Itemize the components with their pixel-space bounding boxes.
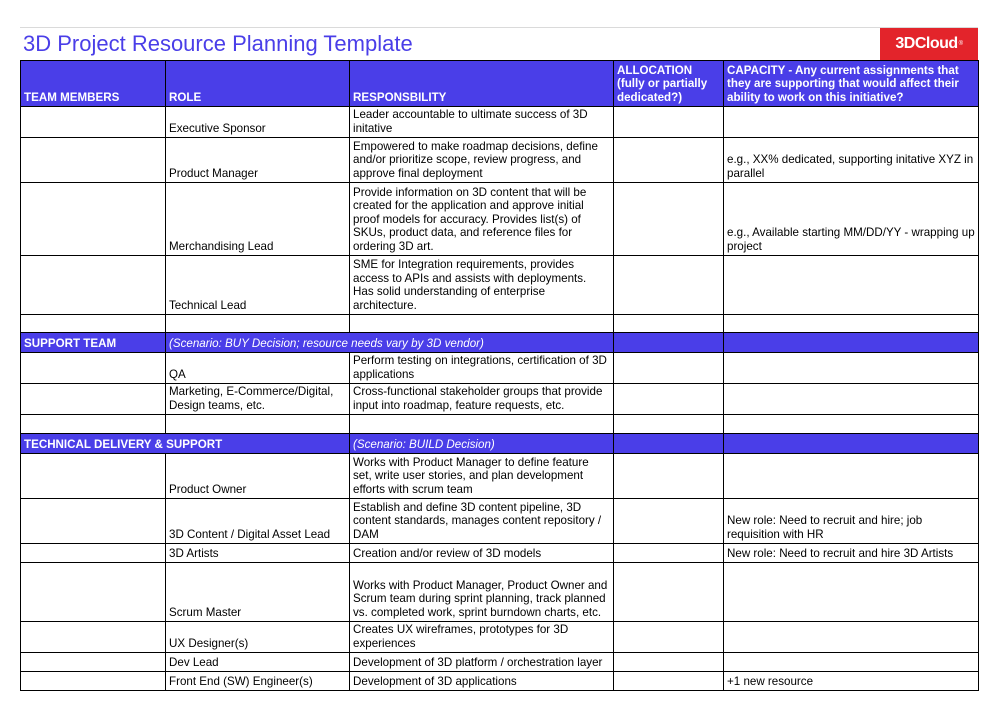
member-cell[interactable] [21, 499, 166, 544]
member-cell[interactable] [21, 544, 166, 563]
capacity-cell [724, 454, 979, 499]
responsibility-cell: Works with Product Manager to define feature set, write user stories, and plan development efforts with scrum team [350, 454, 614, 499]
member-cell[interactable] [21, 138, 166, 183]
allocation-cell[interactable] [614, 454, 724, 499]
capacity-cell: e.g., XX% dedicated, supporting initative XYZ in parallel [724, 138, 979, 183]
role-cell: Merchandising Lead [166, 183, 350, 256]
capacity-cell [724, 107, 979, 138]
resource-table [20, 60, 979, 691]
member-cell[interactable] [21, 256, 166, 315]
table-row [21, 499, 979, 544]
role-cell: Marketing, E-Commerce/Digital, Design teams, etc. [166, 384, 350, 415]
table-row [21, 653, 979, 672]
responsibility-cell: SME for Integration requirements, provides access to APIs and assists with deployments. Has solid understanding of enterprise architecture. [350, 256, 614, 315]
responsibility-cell: Development of 3D applications [350, 672, 614, 691]
member-cell[interactable] [21, 454, 166, 499]
section-row-technical [21, 434, 979, 454]
allocation-cell[interactable] [614, 622, 724, 653]
member-cell[interactable] [21, 353, 166, 384]
header-responsibility: RESPONSBILITY [350, 61, 614, 107]
allocation-cell[interactable] [614, 256, 724, 315]
responsibility-cell: Empowered to make roadmap decisions, define and/or prioritize scope, review progress, and approve final deployment [350, 138, 614, 183]
table-row [21, 138, 979, 183]
role-cell: UX Designer(s) [166, 622, 350, 653]
responsibility-cell: Leader accountable to ultimate success of 3D initative [350, 107, 614, 138]
sheet [20, 27, 978, 691]
capacity-cell: e.g., Available starting MM/DD/YY - wrapping up project [724, 183, 979, 256]
responsibility-cell: Creates UX wireframes, prototypes for 3D experiences [350, 622, 614, 653]
allocation-cell[interactable] [614, 183, 724, 256]
page-title: 3D Project Resource Planning Template [23, 31, 413, 56]
responsibility-cell: Cross-functional stakeholder groups that provide input into roadmap, feature requests, etc. [350, 384, 614, 415]
allocation-cell[interactable] [614, 138, 724, 183]
title-bar [20, 27, 978, 60]
allocation-cell[interactable] [614, 544, 724, 563]
capacity-cell: +1 new resource [724, 672, 979, 691]
table-row [21, 622, 979, 653]
member-cell[interactable] [21, 384, 166, 415]
capacity-cell [724, 622, 979, 653]
section-label: TECHNICAL DELIVERY & SUPPORT [21, 434, 350, 454]
allocation-cell[interactable] [614, 107, 724, 138]
role-cell: Dev Lead [166, 653, 350, 672]
table-row [21, 256, 979, 315]
table-row [21, 544, 979, 563]
responsibility-cell: Perform testing on integrations, certification of 3D applications [350, 353, 614, 384]
header-capacity: CAPACITY - Any current assignments that they are supporting that would affect their ability to work on this initiative? [724, 61, 979, 107]
role-cell: Product Owner [166, 454, 350, 499]
table-row [21, 353, 979, 384]
logo-mark: ® [958, 41, 963, 47]
role-cell: 3D Content / Digital Asset Lead [166, 499, 350, 544]
table-row [21, 454, 979, 499]
logo-text: 3DCloud [895, 35, 958, 52]
spacer-row [21, 415, 979, 434]
role-cell: 3D Artists [166, 544, 350, 563]
allocation-cell[interactable] [614, 353, 724, 384]
section-row-support [21, 333, 979, 353]
member-cell[interactable] [21, 672, 166, 691]
responsibility-cell: Works with Product Manager, Product Owner and Scrum team during sprint planning, track planned vs. completed work, sprint burndown charts, etc. [350, 563, 614, 622]
member-cell[interactable] [21, 653, 166, 672]
role-cell: Front End (SW) Engineer(s) [166, 672, 350, 691]
responsibility-cell: Creation and/or review of 3D models [350, 544, 614, 563]
role-cell: Product Manager [166, 138, 350, 183]
brand-logo [880, 28, 978, 60]
capacity-cell [724, 256, 979, 315]
capacity-cell [724, 653, 979, 672]
section-scenario: (Scenario: BUY Decision; resource needs vary by 3D vendor) [166, 333, 614, 353]
role-cell: Scrum Master [166, 563, 350, 622]
section-scenario: (Scenario: BUILD Decision) [350, 434, 614, 454]
allocation-cell[interactable] [614, 653, 724, 672]
table-row [21, 183, 979, 256]
capacity-cell: New role: Need to recruit and hire 3D Artists [724, 544, 979, 563]
table-row [21, 672, 979, 691]
role-cell: QA [166, 353, 350, 384]
table-row [21, 563, 979, 622]
role-cell: Executive Sponsor [166, 107, 350, 138]
section-label: SUPPORT TEAM [21, 333, 166, 353]
header-team-members: TEAM MEMBERS [21, 61, 166, 107]
table-row [21, 107, 979, 138]
responsibility-cell: Establish and define 3D content pipeline, 3D content standards, manages content repository / DAM [350, 499, 614, 544]
capacity-cell: New role: Need to recruit and hire; job requisition with HR [724, 499, 979, 544]
header-allocation: ALLOCATION (fully or partially dedicated?) [614, 61, 724, 107]
header-role: ROLE [166, 61, 350, 107]
responsibility-cell: Development of 3D platform / orchestration layer [350, 653, 614, 672]
capacity-cell [724, 563, 979, 622]
responsibility-cell: Provide information on 3D content that will be created for the application and approve initial proof models for accuracy. Provides list(s) of SKUs, product data, and reference files for ordering 3D art. [350, 183, 614, 256]
allocation-cell[interactable] [614, 384, 724, 415]
member-cell[interactable] [21, 107, 166, 138]
role-cell: Technical Lead [166, 256, 350, 315]
capacity-cell [724, 353, 979, 384]
allocation-cell[interactable] [614, 672, 724, 691]
spacer-row [21, 315, 979, 333]
allocation-cell[interactable] [614, 563, 724, 622]
member-cell[interactable] [21, 563, 166, 622]
member-cell[interactable] [21, 183, 166, 256]
member-cell[interactable] [21, 622, 166, 653]
allocation-cell[interactable] [614, 499, 724, 544]
capacity-cell [724, 384, 979, 415]
table-row [21, 384, 979, 415]
